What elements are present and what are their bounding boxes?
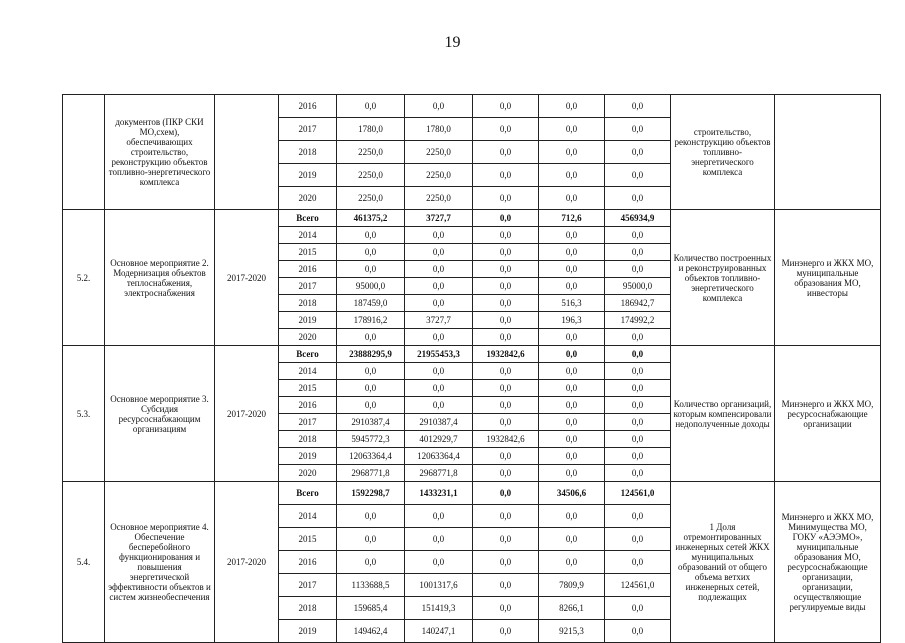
- table-row: [63, 346, 881, 363]
- funding-value-cell: 2250,0: [337, 187, 405, 210]
- funding-value-cell: 12063364,4: [405, 448, 473, 465]
- funding-value-cell: 0,0: [405, 95, 473, 118]
- funding-value-cell: 0,0: [539, 118, 605, 141]
- funding-value-cell: 0,0: [473, 278, 539, 295]
- funding-value-cell: 174992,2: [605, 312, 671, 329]
- year-cell: 2019: [279, 312, 337, 329]
- funding-value-cell: 0,0: [337, 397, 405, 414]
- funding-value-cell: 0,0: [473, 227, 539, 244]
- funding-value-cell: 0,0: [473, 448, 539, 465]
- year-cell: 2018: [279, 141, 337, 164]
- activity-number: [63, 95, 105, 210]
- year-cell: 2016: [279, 261, 337, 278]
- funding-value-cell: 0,0: [473, 312, 539, 329]
- table-row: [63, 210, 881, 227]
- funding-value-cell: 0,0: [539, 380, 605, 397]
- funding-value-cell: 0,0: [337, 528, 405, 551]
- funding-value-cell: 3727,7: [405, 210, 473, 227]
- funding-value-cell: 7809,9: [539, 574, 605, 597]
- funding-value-cell: 0,0: [337, 380, 405, 397]
- responsible-executor: [775, 95, 881, 210]
- funding-value-cell: 3727,7: [405, 312, 473, 329]
- funding-value-cell: 1001317,6: [405, 574, 473, 597]
- funding-value-cell: 0,0: [337, 363, 405, 380]
- funding-value-cell: 0,0: [539, 528, 605, 551]
- funding-value-cell: 0,0: [473, 363, 539, 380]
- year-cell: 2020: [279, 329, 337, 346]
- result-indicator: 1 Доля отремонтированных инженерных сетей ЖКХ муниципальных образований от общего объема ветхих инженерных сетей, подлежащих: [671, 482, 775, 643]
- activity-name: Основное мероприятие 3. Субсидия ресурсоснабжающим организациям: [105, 346, 215, 482]
- funding-value-cell: 0,0: [539, 397, 605, 414]
- activity-number: 5.4.: [63, 482, 105, 643]
- funding-value-cell: 0,0: [605, 448, 671, 465]
- funding-value-cell: 0,0: [539, 95, 605, 118]
- funding-value-cell: 0,0: [605, 380, 671, 397]
- funding-value-cell: 2910387,4: [405, 414, 473, 431]
- funding-value-cell: 0,0: [473, 482, 539, 505]
- funding-value-cell: 461375,2: [337, 210, 405, 227]
- funding-value-cell: 0,0: [605, 597, 671, 620]
- funding-value-cell: 0,0: [605, 505, 671, 528]
- funding-value-cell: 0,0: [473, 295, 539, 312]
- funding-value-cell: 0,0: [605, 261, 671, 278]
- responsible-executor: Минэнерго и ЖКХ МО, Минимущества МО, ГОКУ «АЭЭМО», муниципальные образования МО, ресурсоснабжающие организации, организации, осуществляющие регулируемые виды: [775, 482, 881, 643]
- funding-value-cell: 187459,0: [337, 295, 405, 312]
- funding-value-cell: 12063364,4: [337, 448, 405, 465]
- funding-value-cell: 0,0: [405, 380, 473, 397]
- funding-value-cell: 0,0: [605, 363, 671, 380]
- funding-value-cell: 124561,0: [605, 482, 671, 505]
- year-cell: 2014: [279, 227, 337, 244]
- year-cell: 2014: [279, 363, 337, 380]
- year-cell: 2014: [279, 505, 337, 528]
- funding-value-cell: 34506,6: [539, 482, 605, 505]
- year-cell: 2018: [279, 431, 337, 448]
- funding-value-cell: 2968771,8: [337, 465, 405, 482]
- funding-value-cell: 0,0: [605, 187, 671, 210]
- funding-value-cell: 9215,3: [539, 620, 605, 643]
- funding-value-cell: 196,3: [539, 312, 605, 329]
- funding-value-cell: 0,0: [405, 227, 473, 244]
- funding-value-cell: 0,0: [605, 329, 671, 346]
- funding-value-cell: 0,0: [473, 597, 539, 620]
- funding-value-cell: 0,0: [539, 363, 605, 380]
- funding-value-cell: 0,0: [539, 329, 605, 346]
- funding-value-cell: 1780,0: [337, 118, 405, 141]
- year-cell: 2015: [279, 244, 337, 261]
- funding-value-cell: 0,0: [473, 261, 539, 278]
- funding-value-cell: 0,0: [473, 164, 539, 187]
- funding-value-cell: 0,0: [405, 278, 473, 295]
- funding-value-cell: 0,0: [473, 141, 539, 164]
- funding-value-cell: 0,0: [605, 431, 671, 448]
- activity-number: 5.3.: [63, 346, 105, 482]
- funding-value-cell: 0,0: [605, 528, 671, 551]
- funding-value-cell: 2250,0: [337, 164, 405, 187]
- funding-value-cell: 0,0: [337, 261, 405, 278]
- funding-value-cell: 0,0: [405, 505, 473, 528]
- funding-value-cell: 0,0: [405, 363, 473, 380]
- year-cell: 2017: [279, 414, 337, 431]
- year-cell: 2020: [279, 465, 337, 482]
- year-cell: Всего: [279, 482, 337, 505]
- funding-value-cell: 0,0: [473, 574, 539, 597]
- funding-value-cell: 0,0: [337, 551, 405, 574]
- table-row: [63, 482, 881, 505]
- funding-value-cell: 0,0: [539, 187, 605, 210]
- funding-value-cell: 178916,2: [337, 312, 405, 329]
- responsible-executor: Минэнерго и ЖКХ МО, муниципальные образования МО, инвесторы: [775, 210, 881, 346]
- funding-value-cell: 0,0: [473, 620, 539, 643]
- funding-value-cell: 0,0: [605, 164, 671, 187]
- year-cell: 2017: [279, 118, 337, 141]
- activity-period: 2017-2020: [215, 482, 279, 643]
- funding-value-cell: 0,0: [605, 346, 671, 363]
- year-cell: 2019: [279, 448, 337, 465]
- funding-value-cell: 0,0: [337, 505, 405, 528]
- funding-value-cell: 1932842,6: [473, 431, 539, 448]
- funding-value-cell: 0,0: [405, 244, 473, 261]
- funding-value-cell: 0,0: [539, 244, 605, 261]
- funding-value-cell: 0,0: [605, 244, 671, 261]
- funding-value-cell: 23888295,9: [337, 346, 405, 363]
- funding-value-cell: 0,0: [605, 141, 671, 164]
- funding-value-cell: 8266,1: [539, 597, 605, 620]
- year-cell: 2019: [279, 620, 337, 643]
- funding-value-cell: 0,0: [473, 414, 539, 431]
- funding-value-cell: 186942,7: [605, 295, 671, 312]
- funding-value-cell: 0,0: [473, 329, 539, 346]
- year-cell: Всего: [279, 210, 337, 227]
- funding-value-cell: 0,0: [405, 261, 473, 278]
- funding-value-cell: 0,0: [539, 164, 605, 187]
- funding-value-cell: 0,0: [473, 95, 539, 118]
- funding-value-cell: 0,0: [337, 227, 405, 244]
- funding-value-cell: 0,0: [473, 465, 539, 482]
- funding-value-cell: 0,0: [539, 261, 605, 278]
- funding-value-cell: 0,0: [473, 551, 539, 574]
- funding-value-cell: 0,0: [539, 448, 605, 465]
- activity-number: 5.2.: [63, 210, 105, 346]
- year-cell: 2019: [279, 164, 337, 187]
- year-cell: 2016: [279, 551, 337, 574]
- activity-period: 2017-2020: [215, 346, 279, 482]
- funding-value-cell: 1433231,1: [405, 482, 473, 505]
- funding-value-cell: 1932842,6: [473, 346, 539, 363]
- funding-value-cell: 0,0: [605, 118, 671, 141]
- funding-value-cell: 0,0: [473, 244, 539, 261]
- funding-value-cell: 0,0: [473, 187, 539, 210]
- funding-value-cell: 151419,3: [405, 597, 473, 620]
- funding-value-cell: 0,0: [605, 414, 671, 431]
- funding-value-cell: 0,0: [605, 620, 671, 643]
- funding-value-cell: 456934,9: [605, 210, 671, 227]
- funding-value-cell: 95000,0: [337, 278, 405, 295]
- activity-period: 2017-2020: [215, 210, 279, 346]
- funding-value-cell: 2250,0: [405, 141, 473, 164]
- year-cell: 2017: [279, 574, 337, 597]
- funding-value-cell: 0,0: [539, 431, 605, 448]
- funding-value-cell: 0,0: [337, 244, 405, 261]
- funding-value-cell: 0,0: [539, 346, 605, 363]
- funding-value-cell: 0,0: [605, 397, 671, 414]
- responsible-executor: Минэнерго и ЖКХ МО, ресурсоснабжающие организации: [775, 346, 881, 482]
- funding-value-cell: 0,0: [337, 95, 405, 118]
- funding-value-cell: 5945772,3: [337, 431, 405, 448]
- year-cell: 2017: [279, 278, 337, 295]
- funding-value-cell: 2250,0: [337, 141, 405, 164]
- funding-value-cell: 0,0: [605, 551, 671, 574]
- funding-value-cell: 124561,0: [605, 574, 671, 597]
- funding-value-cell: 0,0: [539, 505, 605, 528]
- funding-value-cell: 149462,4: [337, 620, 405, 643]
- funding-value-cell: 516,3: [539, 295, 605, 312]
- funding-value-cell: 0,0: [605, 95, 671, 118]
- funding-value-cell: 0,0: [337, 329, 405, 346]
- year-cell: 2016: [279, 397, 337, 414]
- year-cell: Всего: [279, 346, 337, 363]
- funding-value-cell: 0,0: [539, 414, 605, 431]
- funding-value-cell: 0,0: [473, 528, 539, 551]
- funding-value-cell: 0,0: [539, 465, 605, 482]
- funding-value-cell: 0,0: [605, 227, 671, 244]
- funding-value-cell: 1133688,5: [337, 574, 405, 597]
- funding-value-cell: 21955453,3: [405, 346, 473, 363]
- activity-name: документов (ПКР СКИ МО,схем), обеспечивающих строительство, реконструкцию объектов топливно-энергетического комплекса: [105, 95, 215, 210]
- funding-value-cell: 95000,0: [605, 278, 671, 295]
- result-indicator: Количество организаций, которым компенсировали недополученные доходы: [671, 346, 775, 482]
- year-cell: 2016: [279, 95, 337, 118]
- funding-value-cell: 159685,4: [337, 597, 405, 620]
- funding-value-cell: 2250,0: [405, 164, 473, 187]
- funding-value-cell: 140247,1: [405, 620, 473, 643]
- result-indicator: строительство, реконструкцию объектов топливно-энергетического комплекса: [671, 95, 775, 210]
- funding-value-cell: 0,0: [539, 227, 605, 244]
- activity-name: Основное мероприятие 2. Модернизация объектов теплоснабжения, электроснабжения: [105, 210, 215, 346]
- funding-value-cell: 1592298,7: [337, 482, 405, 505]
- table-row: [63, 95, 881, 118]
- year-cell: 2015: [279, 528, 337, 551]
- funding-value-cell: 2910387,4: [337, 414, 405, 431]
- funding-value-cell: 0,0: [539, 141, 605, 164]
- funding-value-cell: 2968771,8: [405, 465, 473, 482]
- activity-name: Основное мероприятие 4. Обеспечение бесперебойного функционирования и повышения энергетической эффективности объектов и систем жизнеобеспечения: [105, 482, 215, 643]
- funding-value-cell: 0,0: [473, 505, 539, 528]
- funding-value-cell: 0,0: [473, 397, 539, 414]
- funding-value-cell: 2250,0: [405, 187, 473, 210]
- activity-period: [215, 95, 279, 210]
- funding-value-cell: 0,0: [405, 295, 473, 312]
- funding-value-cell: 0,0: [405, 329, 473, 346]
- funding-value-cell: 0,0: [405, 551, 473, 574]
- year-cell: 2015: [279, 380, 337, 397]
- program-activities-table: [62, 94, 881, 643]
- funding-value-cell: 0,0: [405, 397, 473, 414]
- funding-value-cell: 712,6: [539, 210, 605, 227]
- funding-value-cell: 0,0: [605, 465, 671, 482]
- result-indicator: Количество построенных и реконструированных объектов топливно-энергетического комплекса: [671, 210, 775, 346]
- funding-value-cell: 1780,0: [405, 118, 473, 141]
- funding-value-cell: 0,0: [473, 118, 539, 141]
- year-cell: 2020: [279, 187, 337, 210]
- funding-value-cell: 0,0: [539, 278, 605, 295]
- funding-value-cell: 0,0: [405, 528, 473, 551]
- year-cell: 2018: [279, 295, 337, 312]
- funding-value-cell: 4012929,7: [405, 431, 473, 448]
- year-cell: 2018: [279, 597, 337, 620]
- funding-value-cell: 0,0: [473, 380, 539, 397]
- funding-value-cell: 0,0: [539, 551, 605, 574]
- funding-value-cell: 0,0: [473, 210, 539, 227]
- page-number: 19: [444, 34, 461, 51]
